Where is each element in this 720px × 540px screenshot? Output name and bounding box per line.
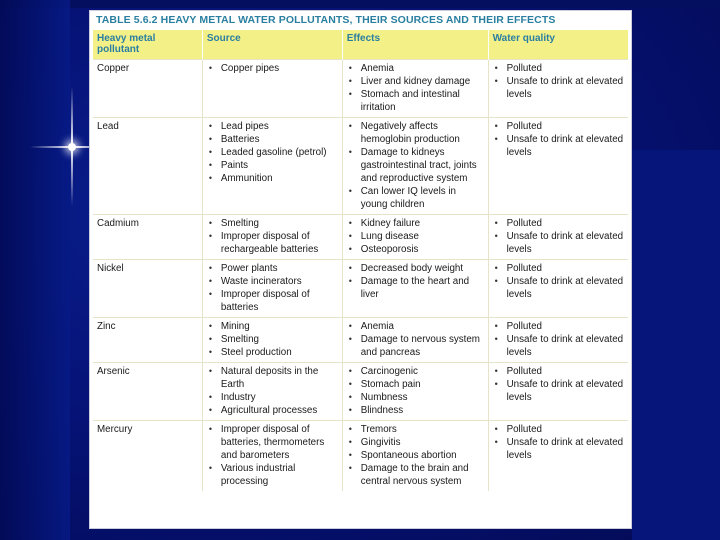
- metal-name: Nickel: [93, 260, 202, 318]
- source-cell-list: [207, 120, 339, 185]
- source-cell: [202, 421, 342, 492]
- quality-cell: [488, 215, 628, 260]
- source-item: • Improper disposal of batteries, thermometers and barometers: [207, 423, 339, 462]
- effect-item: • Liver and kidney damage: [347, 75, 485, 88]
- source-item: • Improper disposal of batteries: [207, 288, 339, 314]
- metal-name: Cadmium: [93, 215, 202, 260]
- table-body: [93, 60, 628, 492]
- table-title-text: HEAVY METAL WATER POLLUTANTS, THEIR SOURCES AND THEIR EFFECTS: [160, 14, 556, 26]
- effects-cell: [342, 60, 488, 118]
- effects-cell: [342, 363, 488, 421]
- effect-item: • Tremors: [347, 423, 485, 436]
- source-cell-list: [207, 365, 339, 417]
- source-item: • Waste incinerators: [207, 275, 339, 288]
- effect-item: • Negatively affects hemoglobin production: [347, 120, 485, 146]
- table-row: [93, 118, 628, 215]
- header-water-quality: Water quality: [488, 30, 628, 60]
- table-row: [93, 318, 628, 363]
- effect-item: • Decreased body weight: [347, 262, 485, 275]
- quality-item: • Polluted: [493, 365, 625, 378]
- source-item: • Smelting: [207, 217, 339, 230]
- effect-item: • Anemia: [347, 62, 485, 75]
- quality-item: • Unsafe to drink at elevated levels: [493, 275, 625, 301]
- effect-item: • Numbness: [347, 391, 485, 404]
- quality-cell: [488, 363, 628, 421]
- quality-item: • Polluted: [493, 320, 625, 333]
- pollutants-table: [93, 30, 628, 491]
- source-item: • Industry: [207, 391, 339, 404]
- effect-item: • Osteoporosis: [347, 243, 485, 256]
- quality-cell-list: [493, 365, 625, 404]
- table-row: [93, 363, 628, 421]
- table-title: [96, 14, 555, 26]
- source-item: • Agricultural processes: [207, 404, 339, 417]
- metal-name: Zinc: [93, 318, 202, 363]
- effects-cell: [342, 318, 488, 363]
- effect-item: • Kidney failure: [347, 217, 485, 230]
- header-effects: Effects: [342, 30, 488, 60]
- source-cell: [202, 118, 342, 215]
- source-item: • Batteries: [207, 133, 339, 146]
- quality-cell-list: [493, 423, 625, 462]
- source-item: • Ammunition: [207, 172, 339, 185]
- source-item: • Smelting: [207, 333, 339, 346]
- quality-item: • Polluted: [493, 217, 625, 230]
- table-sheet: [89, 10, 632, 529]
- effect-item: • Spontaneous abortion: [347, 449, 485, 462]
- quality-cell-list: [493, 320, 625, 359]
- source-cell: [202, 318, 342, 363]
- quality-cell: [488, 118, 628, 215]
- source-item: • Lead pipes: [207, 120, 339, 133]
- effect-item: • Stomach pain: [347, 378, 485, 391]
- table-row: [93, 215, 628, 260]
- source-item: • Power plants: [207, 262, 339, 275]
- header-metal: Heavy metal pollutant: [93, 30, 202, 60]
- source-item: • Steel production: [207, 346, 339, 359]
- metal-name: Mercury: [93, 421, 202, 492]
- source-cell-list: [207, 423, 339, 488]
- right-strip: [632, 150, 720, 540]
- effects-cell-list: [347, 217, 485, 256]
- quality-item: • Polluted: [493, 423, 625, 436]
- effect-item: • Anemia: [347, 320, 485, 333]
- quality-cell-list: [493, 62, 625, 101]
- quality-item: • Unsafe to drink at elevated levels: [493, 333, 625, 359]
- table-row: [93, 421, 628, 492]
- table-number: 5.6.2: [133, 14, 158, 26]
- effect-item: • Carcinogenic: [347, 365, 485, 378]
- header-row: [93, 30, 628, 60]
- quality-item: • Polluted: [493, 120, 625, 133]
- source-item: • Improper disposal of rechargeable batteries: [207, 230, 339, 256]
- effect-item: • Can lower IQ levels in young children: [347, 185, 485, 211]
- quality-item: • Unsafe to drink at elevated levels: [493, 230, 625, 256]
- quality-cell: [488, 421, 628, 492]
- quality-cell-list: [493, 262, 625, 301]
- source-cell: [202, 363, 342, 421]
- source-cell: [202, 215, 342, 260]
- header-source: Source: [202, 30, 342, 60]
- source-cell: [202, 260, 342, 318]
- quality-item: • Unsafe to drink at elevated levels: [493, 378, 625, 404]
- source-cell: [202, 60, 342, 118]
- effects-cell-list: [347, 320, 485, 359]
- left-band: [0, 0, 70, 540]
- quality-item: • Unsafe to drink at elevated levels: [493, 133, 625, 159]
- metal-name: Arsenic: [93, 363, 202, 421]
- table-row: [93, 60, 628, 118]
- effects-cell: [342, 421, 488, 492]
- source-item: • Mining: [207, 320, 339, 333]
- sparkle-center-icon: [68, 143, 76, 151]
- effect-item: • Damage to kidneys gastrointestinal tract, joints and reproductive system: [347, 146, 485, 185]
- effects-cell-list: [347, 120, 485, 211]
- effects-cell-list: [347, 262, 485, 301]
- metal-name: Lead: [93, 118, 202, 215]
- effect-item: • Damage to the heart and liver: [347, 275, 485, 301]
- source-cell-list: [207, 262, 339, 314]
- effect-item: • Stomach and intestinal irritation: [347, 88, 485, 114]
- source-cell-list: [207, 62, 339, 75]
- effect-item: • Damage to nervous system and pancreas: [347, 333, 485, 359]
- source-item: • Various industrial processing: [207, 462, 339, 488]
- source-item: • Leaded gasoline (petrol): [207, 146, 339, 159]
- effects-cell: [342, 118, 488, 215]
- quality-cell: [488, 318, 628, 363]
- effects-cell-list: [347, 365, 485, 417]
- effect-item: • Blindness: [347, 404, 485, 417]
- table-title-prefix: TABLE: [96, 14, 131, 26]
- metal-name: Copper: [93, 60, 202, 118]
- source-cell-list: [207, 320, 339, 359]
- effect-item: • Lung disease: [347, 230, 485, 243]
- table-row: [93, 260, 628, 318]
- effect-item: • Damage to the brain and central nervous system: [347, 462, 485, 488]
- quality-item: • Unsafe to drink at elevated levels: [493, 436, 625, 462]
- effects-cell-list: [347, 62, 485, 114]
- quality-item: • Polluted: [493, 262, 625, 275]
- effects-cell: [342, 215, 488, 260]
- effect-item: • Gingivitis: [347, 436, 485, 449]
- source-item: • Natural deposits in the Earth: [207, 365, 339, 391]
- quality-cell-list: [493, 217, 625, 256]
- top-band: [0, 0, 720, 8]
- quality-cell: [488, 260, 628, 318]
- quality-item: • Unsafe to drink at elevated levels: [493, 75, 625, 101]
- quality-item: • Polluted: [493, 62, 625, 75]
- quality-cell-list: [493, 120, 625, 159]
- quality-cell: [488, 60, 628, 118]
- source-item: • Copper pipes: [207, 62, 339, 75]
- source-cell-list: [207, 217, 339, 256]
- effects-cell: [342, 260, 488, 318]
- effects-cell-list: [347, 423, 485, 488]
- source-item: • Paints: [207, 159, 339, 172]
